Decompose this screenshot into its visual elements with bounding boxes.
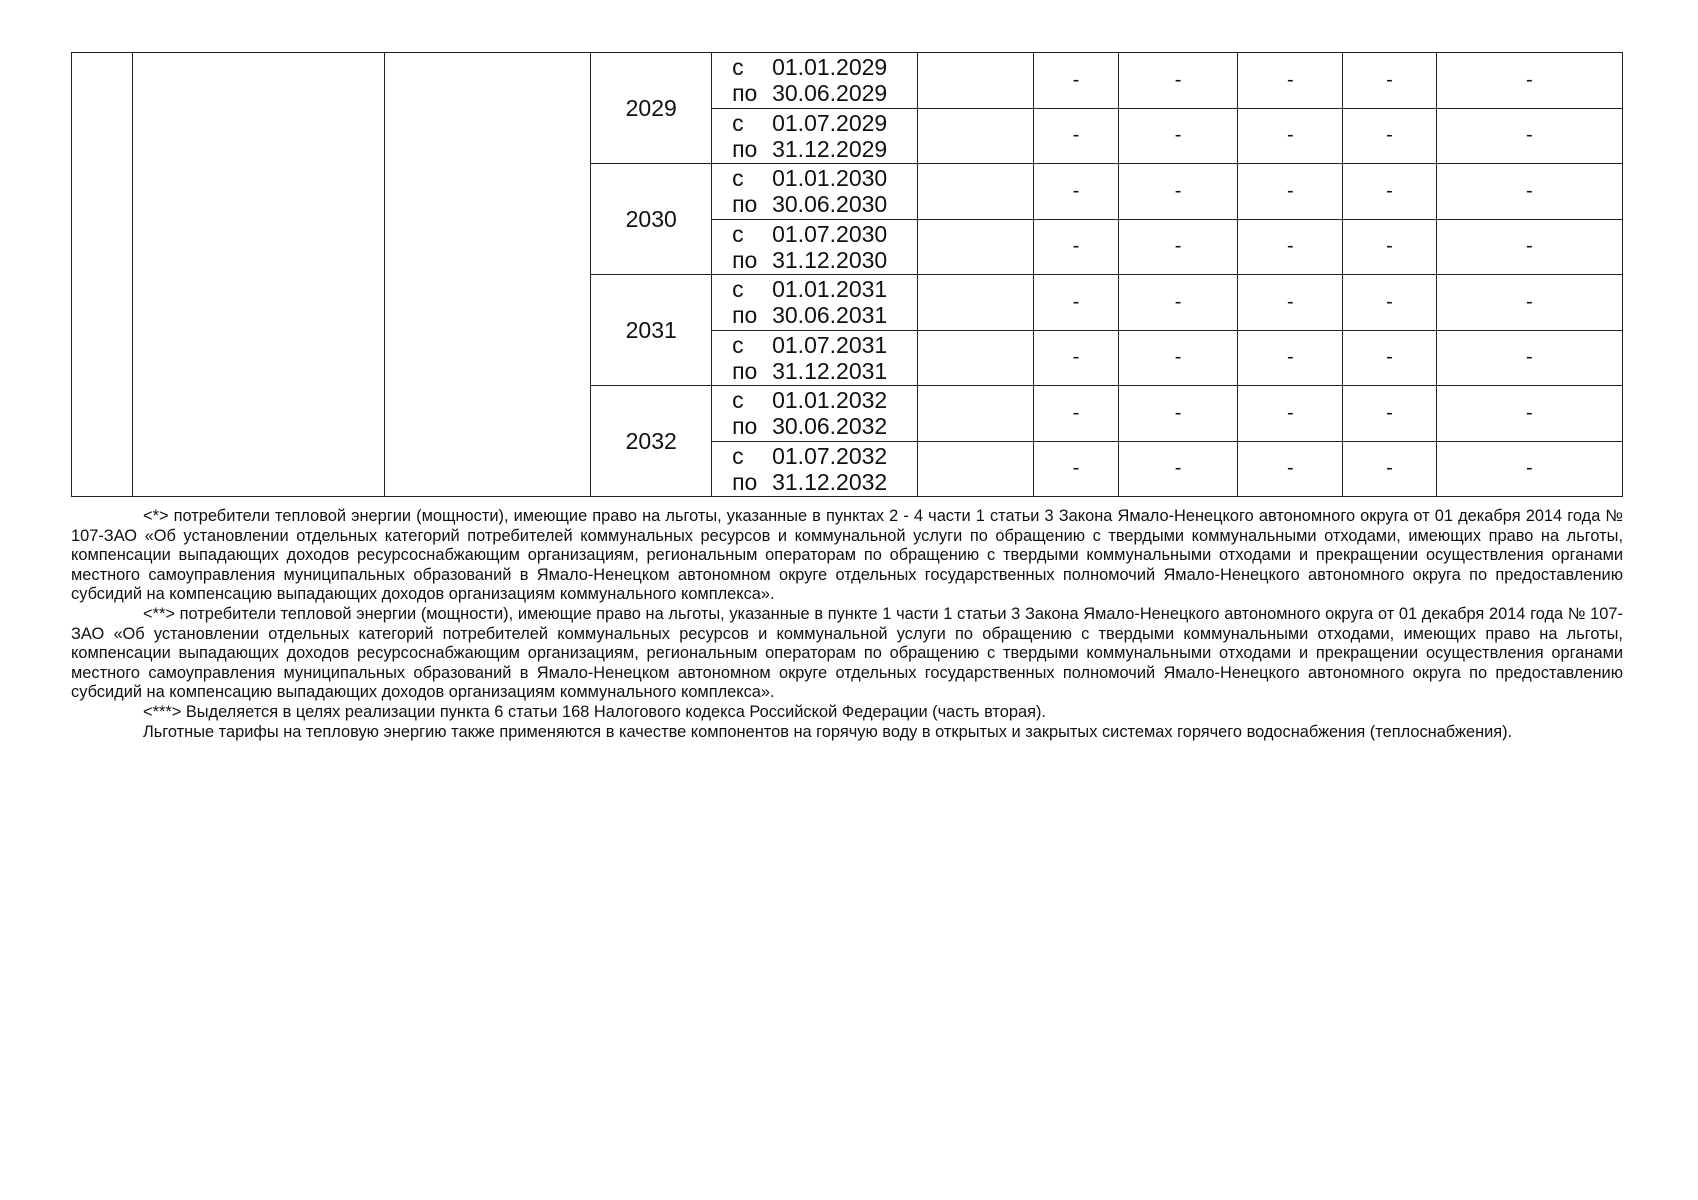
tariff-table [71,52,1623,497]
tariff-cell: - [1034,108,1119,164]
tariff-cell: - [1238,386,1343,442]
period-start-date: 01.01.2029 [772,54,888,81]
tariff-cell: - [1436,164,1622,220]
period-end-date: 30.06.2031 [772,302,888,329]
tariff-cell: - [1343,108,1437,164]
period-from-label: с [732,54,744,81]
tariff-cell: - [1034,53,1119,109]
year-cell: 2032 [591,386,712,497]
system-cell [385,53,591,497]
period-cell [712,108,918,164]
tariff-table-container [71,52,1623,497]
period-to-label: по [732,191,758,218]
tariff-cell [918,386,1034,442]
period-start-date: 01.07.2029 [772,109,888,136]
period-cell [712,53,918,109]
organization-cell [133,53,385,497]
tariff-cell: - [1034,219,1119,275]
period-cell [712,164,918,220]
tariff-cell: - [1034,275,1119,331]
period-end-date: 30.06.2030 [772,191,888,218]
footnote-2: <**> потребители тепловой энергии (мощности), имеющие право на льготы, указанные в пункте 1 части 1 статьи 3 Закона Ямало-Ненецкого автономного округа от 01 декабря 2014 года № 107-ЗАО «Об установлении отдельных категорий потребителей коммунальных ресурсов и коммунальной услуги по обращению с твердыми коммунальными отходами, имеющих право на льготы, компенсации выпадающих доходов ресурсоснабжающим организациям, региональным операторам по обращению с твердыми коммунальными отходами и прекращении осуществления органами местного самоуправления муниципальных образований в Ямало-Ненецком автономном округе отдельных государственных полномочий Ямало-Ненецкого автономного округа по предоставлению субсидий на компенсацию выпадающих доходов организациям коммунального комплекса». [71,604,1623,702]
tariff-cell: - [1034,330,1119,386]
tariff-cell: - [1118,53,1238,109]
period-start-date: 01.01.2031 [772,276,888,303]
period-start-date: 01.01.2030 [772,165,888,192]
period-from-label: с [732,442,744,469]
tariff-cell: - [1238,108,1343,164]
footnote-3: <***> Выделяется в целях реализации пункта 6 статьи 168 Налогового кодекса Российской Федерации (часть вторая). [143,702,1046,721]
tariff-cell: - [1034,386,1119,442]
tariff-cell: - [1118,386,1238,442]
period-end-date: 31.12.2030 [772,246,888,273]
tariff-cell: - [1343,386,1437,442]
tariff-cell: - [1436,219,1622,275]
period-from-label: с [732,109,744,136]
footnotes [71,507,1623,742]
tariff-cell: - [1436,386,1622,442]
tariff-cell [918,219,1034,275]
period-cell [712,441,918,497]
period-from-label: с [732,331,744,358]
tariff-cell: - [1238,330,1343,386]
tariff-cell [918,164,1034,220]
period-to-label: по [732,357,758,384]
period-start-date: 01.07.2030 [772,220,888,247]
tariff-cell [918,275,1034,331]
period-start-date: 01.07.2032 [772,442,888,469]
footnote-1: <*> потребители тепловой энергии (мощности), имеющие право на льготы, указанные в пунктах 2 - 4 части 1 статьи 3 Закона Ямало-Ненецкого автономного округа от 01 декабря 2014 года № 107-ЗАО «Об установлении отдельных категорий потребителей коммунальных ресурсов и коммунальной услуги по обращению с твердыми коммунальными отходами, имеющих право на льготы, компенсации выпадающих доходов ресурсоснабжающим организациям, региональным операторам по обращению с твердыми коммунальными отходами и прекращении осуществления органами местного самоуправления муниципальных образований в Ямало-Ненецком автономном округе отдельных государственных полномочий Ямало-Ненецкого автономного округа по предоставлению субсидий на компенсацию выпадающих доходов организациям коммунального комплекса». [71,507,1623,604]
period-from-label: с [732,220,744,247]
year-cell: 2030 [591,164,712,275]
tariff-cell: - [1343,330,1437,386]
tariff-cell: - [1118,441,1238,497]
period-from-label: с [732,165,744,192]
period-end-date: 30.06.2032 [772,413,888,440]
tariff-cell: - [1118,330,1238,386]
period-start-date: 01.01.2032 [772,387,888,414]
tariff-cell: - [1436,441,1622,497]
footnote-4: Льготные тарифы на тепловую энергию также применяются в качестве компонентов на горячую воду в открытых и закрытых системах горячего водоснабжения (теплоснабжения). [143,722,1513,741]
tariff-cell: - [1118,164,1238,220]
period-to-label: по [732,80,758,107]
period-to-label: по [732,413,758,440]
year-cell: 2031 [591,275,712,386]
tariff-cell [918,441,1034,497]
period-start-date: 01.07.2031 [772,331,888,358]
period-end-date: 31.12.2032 [772,468,888,495]
tariff-cell: - [1238,164,1343,220]
period-from-label: с [732,387,744,414]
year-cell: 2029 [591,53,712,164]
period-cell [712,219,918,275]
period-cell [712,386,918,442]
tariff-cell: - [1118,219,1238,275]
tariff-cell: - [1343,53,1437,109]
tariff-cell: - [1343,275,1437,331]
tariff-cell: - [1436,53,1622,109]
tariff-cell: - [1436,330,1622,386]
table-row [72,53,1623,109]
tariff-cell: - [1343,164,1437,220]
period-to-label: по [732,246,758,273]
tariff-cell: - [1343,441,1437,497]
tariff-cell: - [1436,108,1622,164]
period-end-date: 31.12.2029 [772,135,888,162]
tariff-cell [918,330,1034,386]
tariff-cell: - [1238,53,1343,109]
tariff-cell: - [1238,275,1343,331]
period-end-date: 31.12.2031 [772,357,888,384]
period-to-label: по [732,135,758,162]
tariff-cell: - [1343,219,1437,275]
period-cell [712,275,918,331]
tariff-cell: - [1238,441,1343,497]
tariff-cell: - [1118,275,1238,331]
period-end-date: 30.06.2029 [772,80,888,107]
tariff-cell: - [1118,108,1238,164]
period-to-label: по [732,468,758,495]
tariff-cell: - [1238,219,1343,275]
period-cell [712,330,918,386]
period-from-label: с [732,276,744,303]
tariff-cell [918,53,1034,109]
tariff-cell [918,108,1034,164]
tariff-cell: - [1034,164,1119,220]
period-to-label: по [732,302,758,329]
tariff-cell: - [1436,275,1622,331]
number-cell [72,53,133,497]
tariff-cell: - [1034,441,1119,497]
